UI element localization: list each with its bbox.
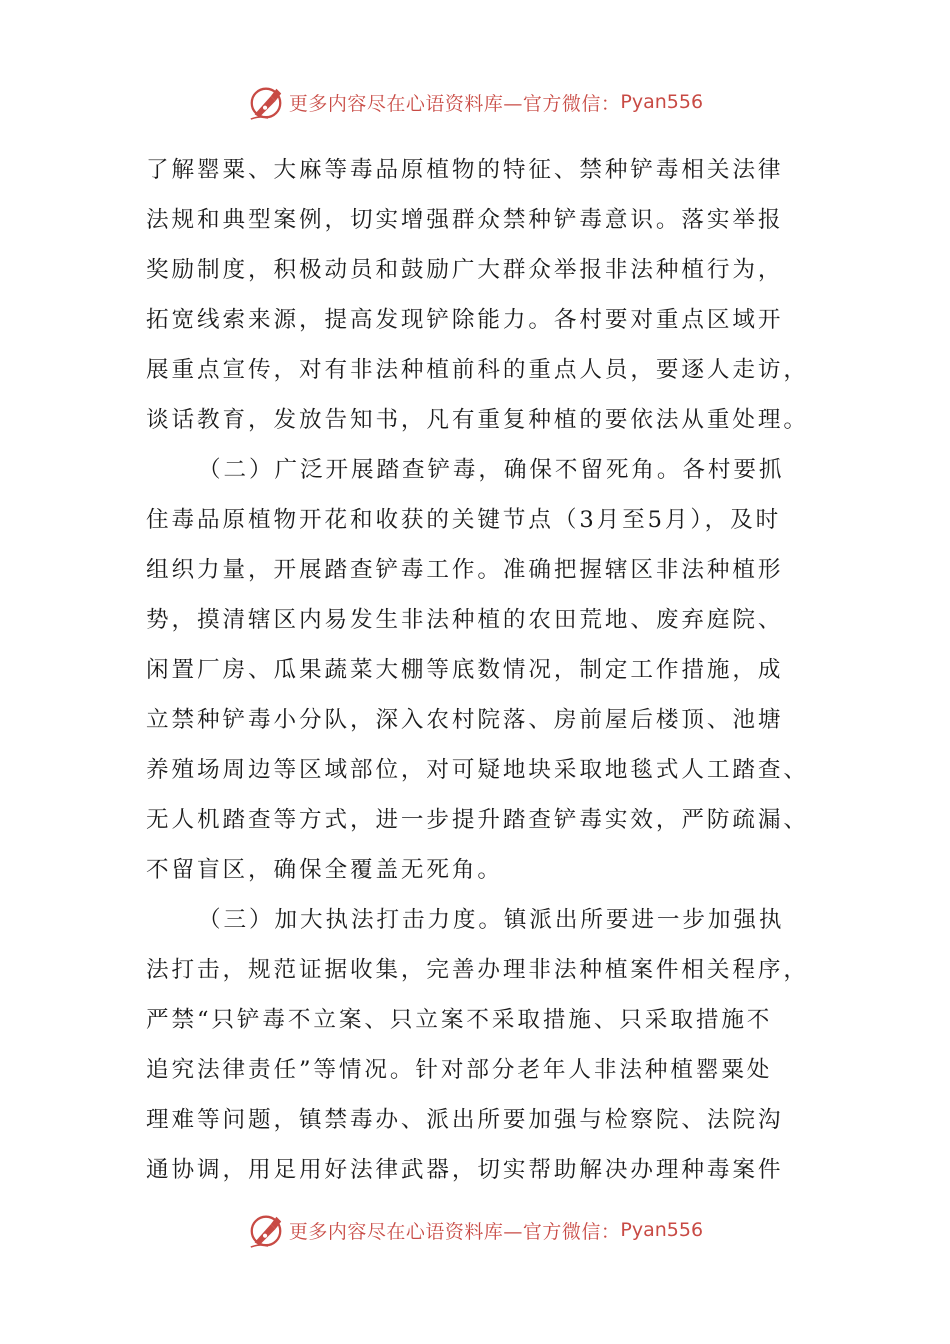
header-watermark-banner: [0, 80, 950, 124]
text-line: 住毒品原植物开花和收获的关键节点（3月至5月），及时: [146, 507, 782, 533]
wechat-id: Pyan556: [620, 1219, 704, 1241]
text-line: 法规和典型案例，切实增强群众禁种铲毒意识。落实举报: [146, 207, 784, 233]
wechat-id: Pyan556: [620, 91, 704, 113]
watermark-text: 更多内容尽在心语资料库—官方微信：: [288, 92, 621, 115]
text-line: 闲置厂房、瓜果蔬菜大棚等底数情况，制定工作措施，成: [146, 657, 784, 683]
text-line: 养殖场周边等区域部位，对可疑地块采取地毯式人工踏查、: [146, 757, 809, 783]
pen-nib-logo-icon: [247, 83, 285, 121]
document-body: [146, 145, 809, 1195]
text-line: 通协调，用足用好法律武器，切实帮助解决办理种毒案件: [146, 1157, 784, 1183]
section-heading-line: （三）加大执法打击力度。镇派出所要进一步加强执: [198, 907, 785, 933]
text-line: 严禁“只铲毒不立案、只立案不采取措施、只采取措施不: [146, 1007, 773, 1033]
section-heading-line: （二）广泛开展踏查铲毒，确保不留死角。各村要抓: [198, 457, 785, 483]
text-line: 了解罂粟、大麻等毒品原植物的特征、禁种铲毒相关法律: [146, 157, 784, 183]
text-line: 谈话教育，发放告知书，凡有重复种植的要依法从重处理。: [146, 407, 809, 433]
text-line: 无人机踏查等方式，进一步提升踏查铲毒实效，严防疏漏、: [146, 807, 809, 833]
footer-watermark-banner: [0, 1208, 950, 1252]
pen-nib-logo-icon: [247, 1211, 285, 1249]
text-line: 法打击，规范证据收集，完善办理非法种植案件相关程序，: [146, 957, 809, 983]
text-line: 追究法律责任”等情况。针对部分老年人非法种植罂粟处: [146, 1057, 773, 1083]
text-line: 势，摸清辖区内易发生非法种植的农田荒地、废弃庭院、: [146, 607, 784, 633]
text-line: 奖励制度，积极动员和鼓励广大群众举报非法种植行为，: [146, 257, 784, 283]
text-line: 拓宽线索来源，提高发现铲除能力。各村要对重点区域开: [146, 307, 784, 333]
text-line: 不留盲区，确保全覆盖无死角。: [146, 857, 503, 883]
text-line: 理难等问题，镇禁毒办、派出所要加强与检察院、法院沟: [146, 1107, 784, 1133]
watermark-text: 更多内容尽在心语资料库—官方微信：: [288, 1220, 621, 1243]
text-line: 展重点宣传，对有非法种植前科的重点人员，要逐人走访，: [146, 357, 809, 383]
text-line: 立禁种铲毒小分队，深入农村院落、房前屋后楼顶、池塘: [146, 707, 784, 733]
text-line: 组织力量，开展踏查铲毒工作。准确把握辖区非法种植形: [146, 557, 784, 583]
